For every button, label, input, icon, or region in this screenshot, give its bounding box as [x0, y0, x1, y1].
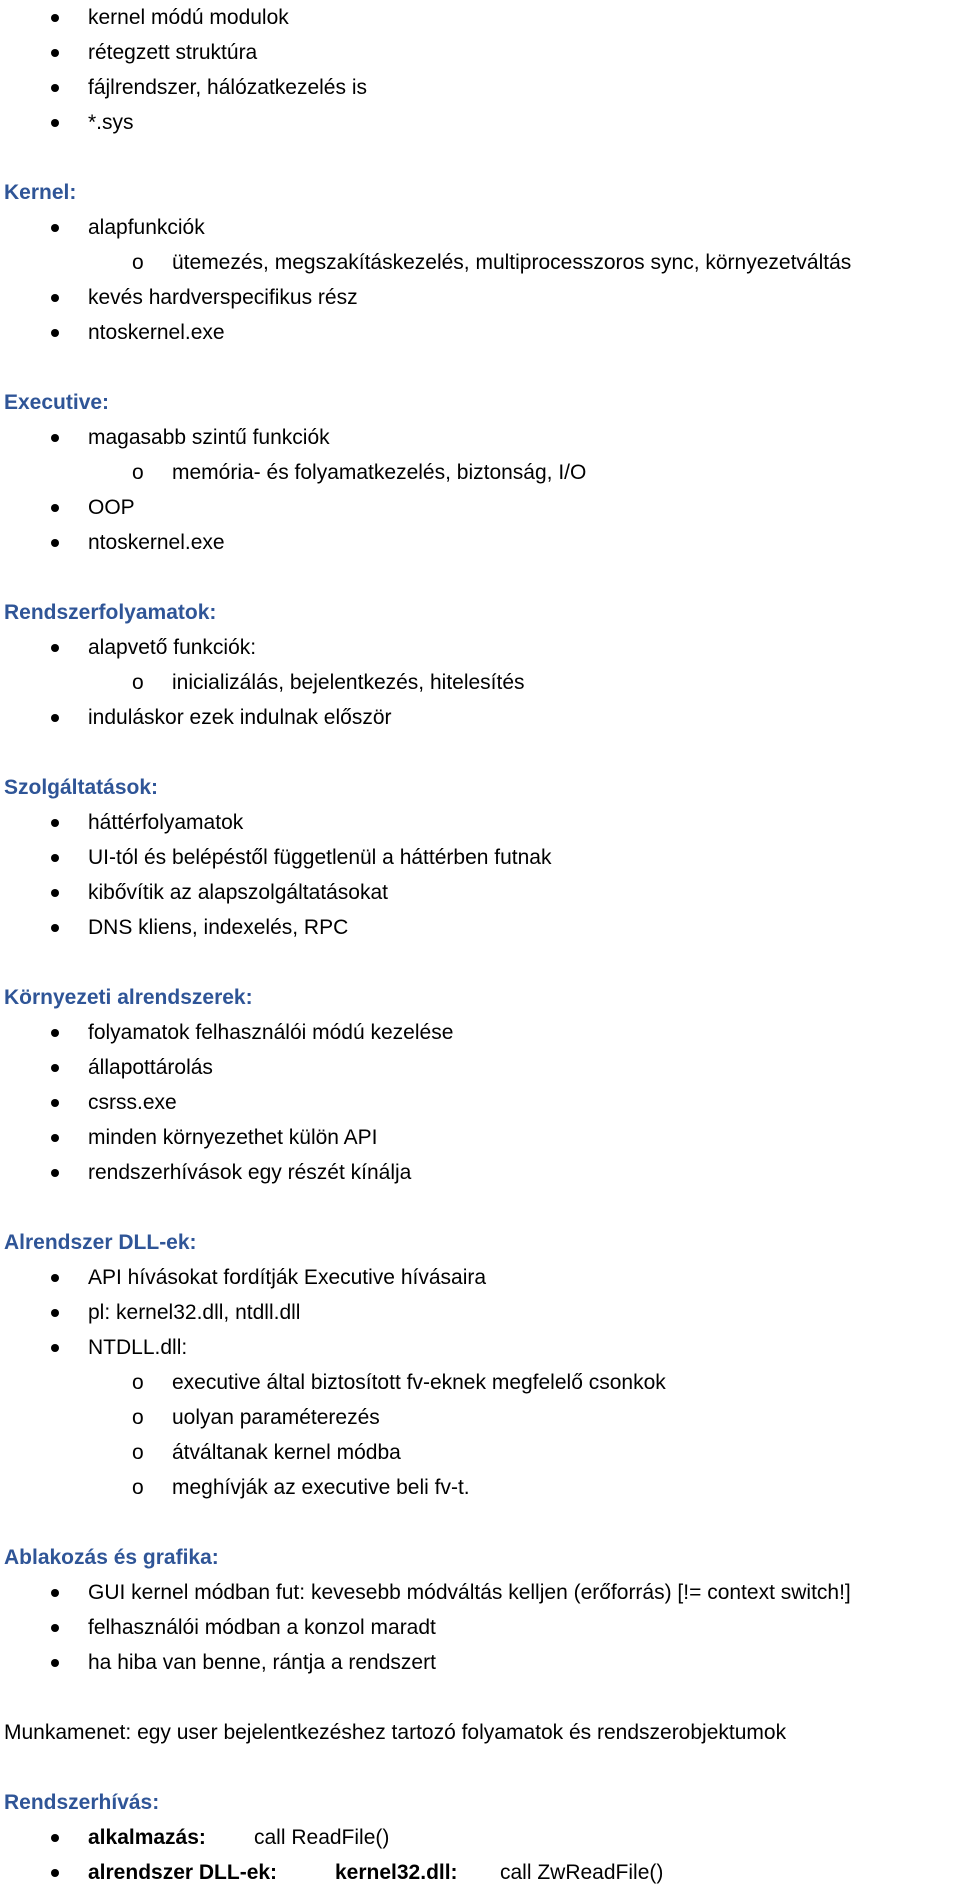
sub-bullet-marker: o [132, 1441, 144, 1464]
section-heading-szolgaltatasok: Szolgáltatások: [4, 776, 159, 799]
list-item: alapvető funkciók: [4, 630, 954, 665]
sub-bullet-marker: o [132, 671, 144, 694]
list-item: ntoskernel.exe [4, 525, 954, 560]
spacer [4, 1750, 954, 1785]
list-item: ha hiba van benne, rántja a rendszert [4, 1645, 954, 1680]
spacer [4, 735, 954, 770]
list-item: NTDLL.dll: [4, 1330, 954, 1365]
spacer [4, 1505, 954, 1540]
sub-bullet-marker: o [132, 1476, 144, 1499]
list-item [4, 1820, 954, 1855]
list-item: csrss.exe [4, 1085, 954, 1120]
sub-bullet-marker: o [132, 1406, 144, 1429]
section-heading-executive: Executive: [4, 391, 110, 414]
list-item: *.sys [4, 105, 954, 140]
sub-bullet-marker: o [132, 461, 144, 484]
munkamenet-paragraph: Munkamenet: egy user bejelentkezéshez tartozó folyamatok és rendszerobjektumok [4, 1721, 787, 1744]
list-item: folyamatok felhasználói módú kezelése [4, 1015, 954, 1050]
list-item: állapottárolás [4, 1050, 954, 1085]
list-item: GUI kernel módban fut: kevesebb módváltás kelljen (erőforrás) [!= context switch!] [4, 1575, 954, 1610]
sub-list-item [4, 1365, 954, 1400]
sub-bullet-marker: o [132, 251, 144, 274]
sub-list-item [4, 1470, 954, 1505]
sub-list-item-text: executive által biztosított fv-eknek megfelelő csonkok [172, 1371, 666, 1394]
list-item: felhasználói módban a konzol maradt [4, 1610, 954, 1645]
list-item: kibővítik az alapszolgáltatásokat [4, 875, 954, 910]
sub-bullet-marker: o [132, 1371, 144, 1394]
sub-list-item-text: uolyan paraméterezés [172, 1406, 380, 1429]
spacer [4, 350, 954, 385]
sub-list-item-text: inicializálás, bejelentkezés, hitelesítés [172, 671, 525, 694]
document-page [4, 0, 954, 1890]
call-row-call: call ZwReadFile() [500, 1861, 664, 1884]
list-item: DNS kliens, indexelés, RPC [4, 910, 954, 945]
call-row-label: alkalmazás: [88, 1826, 206, 1849]
call-row-dll: kernel32.dll: [335, 1861, 458, 1884]
section-heading-kornyezeti-alrendszerek: Környezeti alrendszerek: [4, 986, 253, 1009]
section-heading-rendszerhivas: Rendszerhívás: [4, 1791, 160, 1814]
list-item: háttérfolyamatok [4, 805, 954, 840]
list-item: induláskor ezek indulnak először [4, 700, 954, 735]
list-item: OOP [4, 490, 954, 525]
call-row-label: alrendszer DLL-ek: [88, 1861, 278, 1884]
list-item: rétegzett struktúra [4, 35, 954, 70]
section-heading-ablakozas: Ablakozás és grafika: [4, 1546, 219, 1569]
section-heading-alrendszer-dll: Alrendszer DLL-ek: [4, 1231, 197, 1254]
spacer [4, 1680, 954, 1715]
sub-list-item [4, 1435, 954, 1470]
list-item: alapfunkciók [4, 210, 954, 245]
spacer [4, 945, 954, 980]
spacer [4, 140, 954, 175]
list-item: API hívásokat fordítják Executive hívásaira [4, 1260, 954, 1295]
list-item: kevés hardverspecifikus rész [4, 280, 954, 315]
spacer [4, 1190, 954, 1225]
sub-list-item-text: memória- és folyamatkezelés, biztonság, I/O [172, 461, 587, 484]
section-heading-kernel: Kernel: [4, 181, 77, 204]
list-item [4, 1855, 954, 1890]
list-item: rendszerhívások egy részét kínálja [4, 1155, 954, 1190]
list-item: kernel módú modulok [4, 0, 954, 35]
sub-list-item [4, 1400, 954, 1435]
sub-list-item [4, 455, 954, 490]
sub-list-item-text: meghívják az executive beli fv-t. [172, 1476, 470, 1499]
sub-list-item-text: ütemezés, megszakításkezelés, multiprocesszoros sync, környezetváltás [172, 251, 852, 274]
list-item: minden környezethet külön API [4, 1120, 954, 1155]
list-item: pl: kernel32.dll, ntdll.dll [4, 1295, 954, 1330]
list-item: UI-tól és belépéstől függetlenül a háttérben futnak [4, 840, 954, 875]
sub-list-item-text: átváltanak kernel módba [172, 1441, 401, 1464]
sub-list-item [4, 665, 954, 700]
list-item: magasabb szintű funkciók [4, 420, 954, 455]
list-item: ntoskernel.exe [4, 315, 954, 350]
call-row-call: call ReadFile() [254, 1826, 390, 1849]
spacer [4, 560, 954, 595]
list-item: fájlrendszer, hálózatkezelés is [4, 70, 954, 105]
sub-list-item [4, 245, 954, 280]
section-heading-rendszerfolyamatok: Rendszerfolyamatok: [4, 601, 217, 624]
